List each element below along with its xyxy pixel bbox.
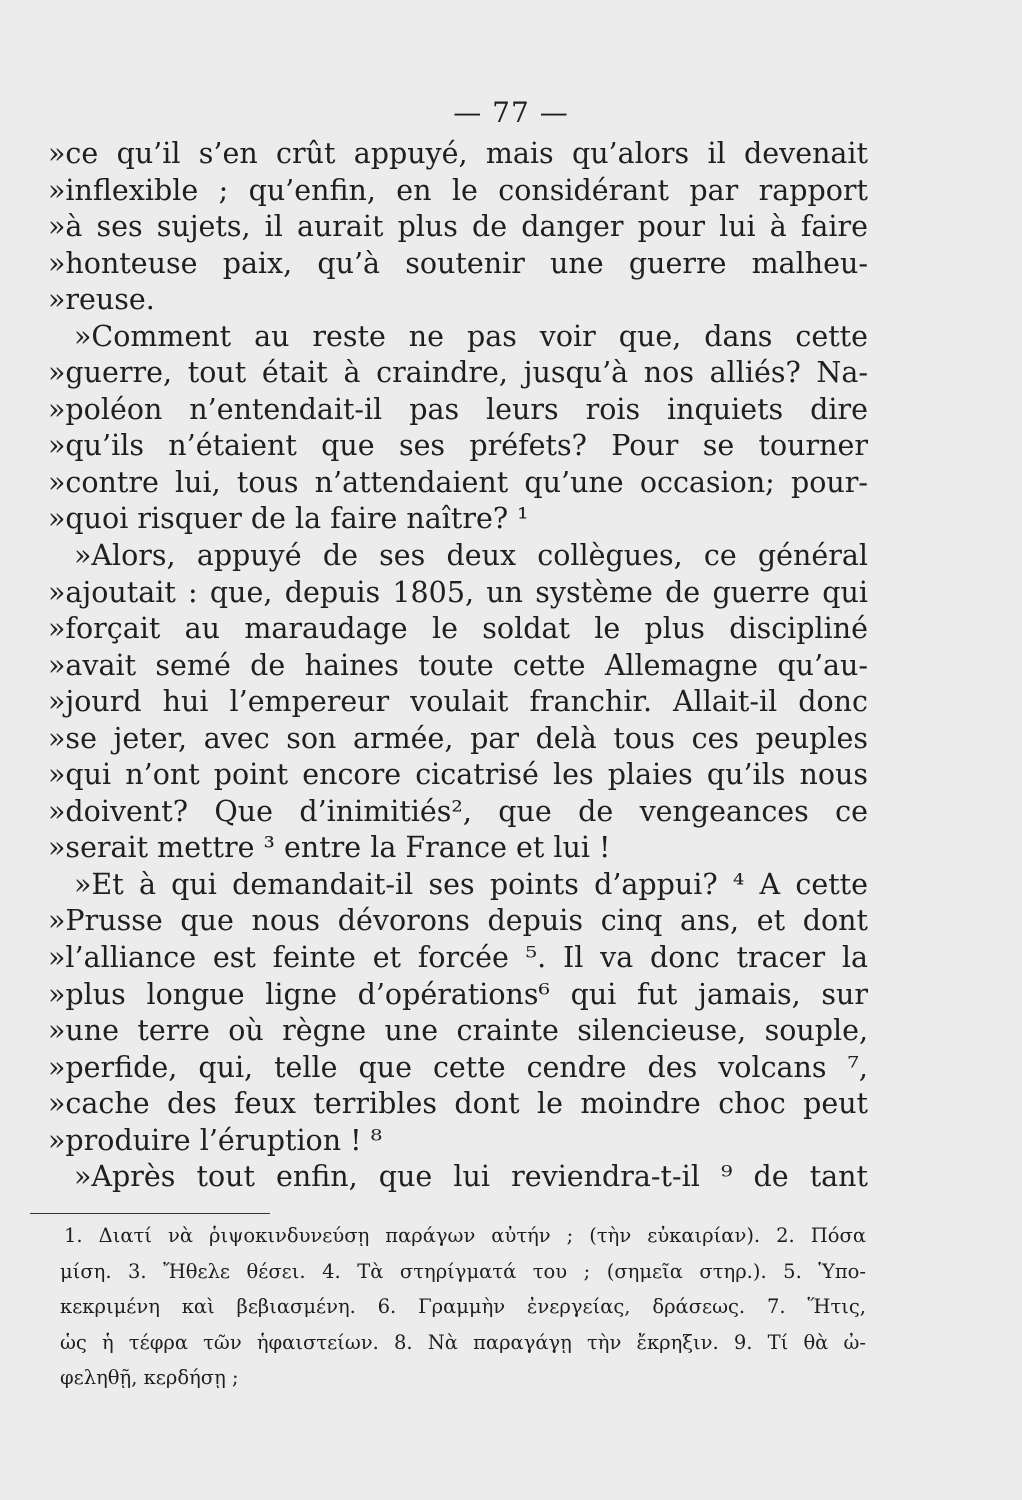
- text-line: »Comment au reste ne pas voir que, dans cette: [74, 319, 868, 353]
- text-line: »guerre, tout était à craindre, jusqu’à nos alliés? Na-: [48, 356, 868, 390]
- text-line: »l’alliance est feinte et forcée ⁵. Il va donc tracer la: [48, 941, 868, 975]
- footnote-line: ὡς ἡ τέφρα τῶν ἡφαιστείων. 8. Νὰ παραγάγῃ τὴν ἔκρηξιν. 9. Τί θὰ ὠ-: [60, 1330, 866, 1354]
- text-line: »reuse.: [48, 283, 155, 317]
- text-line: »jourd hui l’empereur voulait franchir. Allait-il donc: [48, 685, 868, 719]
- footnote-line: φεληθῇ, κερδήσῃ ;: [60, 1366, 239, 1390]
- text-line: »Et à qui demandait-il ses points d’appui? ⁴ A cette: [74, 867, 868, 901]
- text-line: »doivent? Que d’inimitiés², que de vengeances ce: [48, 794, 868, 828]
- body-text: [48, 136, 868, 1196]
- text-line: »ajoutait : que, depuis 1805, un système de guerre qui: [48, 575, 868, 609]
- text-line: »ce qu’il s’en crût appuyé, mais qu’alors il devenait: [48, 137, 868, 170]
- text-line: »Après tout enfin, que lui reviendra-t-il ⁹ de tant: [74, 1160, 868, 1194]
- text-line: »qu’ils n’étaient que ses préfets? Pour se tourner: [48, 429, 868, 463]
- page-number: — 77 —: [453, 96, 569, 129]
- text-line: »une terre où règne une crainte silencieuse, souple,: [48, 1014, 868, 1048]
- text-line: »poléon n’entendait-il pas leurs rois inquiets dire: [48, 392, 868, 426]
- text-line: »contre lui, tous n’attendaient qu’une occasion; pour-: [48, 465, 868, 499]
- text-line: »quoi risquer de la faire naître? ¹: [48, 502, 529, 536]
- footnote-divider: [30, 1213, 270, 1214]
- text-line: »inflexible ; qu’enfin, en le considérant par rapport: [48, 173, 868, 207]
- footnote-line: κεκριμένη καὶ βεβιασμένη. 6. Γραμμὴν ἐνεργείας, δράσεως. 7. Ἥτις,: [60, 1295, 866, 1319]
- footnote-line: μίση. 3. Ἤθελε θέσει. 4. Τὰ στηρίγματά του ; (σημεῖα στηρ.). 5. Ὑπο-: [60, 1259, 866, 1283]
- text-line: »produire l’éruption ! ⁸: [48, 1123, 383, 1157]
- text-line: »Prusse que nous dévorons depuis cinq ans, et dont: [48, 904, 868, 938]
- text-line: »perfide, qui, telle que cette cendre des volcans ⁷,: [48, 1050, 868, 1084]
- text-line: »qui n’ont point encore cicatrisé les plaies qu’ils nous: [48, 758, 868, 792]
- text-line: »plus longue ligne d’opérations⁶ qui fut jamais, sur: [48, 977, 868, 1011]
- text-line: »Alors, appuyé de ses deux collègues, ce général: [74, 539, 868, 573]
- text-line: »avait semé de haines toute cette Allemagne qu’au-: [48, 648, 868, 682]
- text-line: »à ses sujets, il aurait plus de danger pour lui à faire: [48, 210, 868, 244]
- footnote-line: 1. Διατί νὰ ῥιψοκινδυνεύσῃ παράγων αὐτήν ; (τὴν εὐκαιρίαν). 2. Πόσα: [64, 1224, 866, 1247]
- footnotes: [60, 1218, 866, 1396]
- text-line: »cache des feux terribles dont le moindre choc peut: [48, 1087, 868, 1121]
- text-line: »serait mettre ³ entre la France et lui !: [48, 831, 611, 865]
- text-line: »se jeter, avec son armée, par delà tous ces peuples: [48, 721, 868, 755]
- text-line: »honteuse paix, qu’à soutenir une guerre malheu-: [48, 246, 868, 280]
- text-line: »forçait au maraudage le soldat le plus discipliné: [48, 612, 868, 646]
